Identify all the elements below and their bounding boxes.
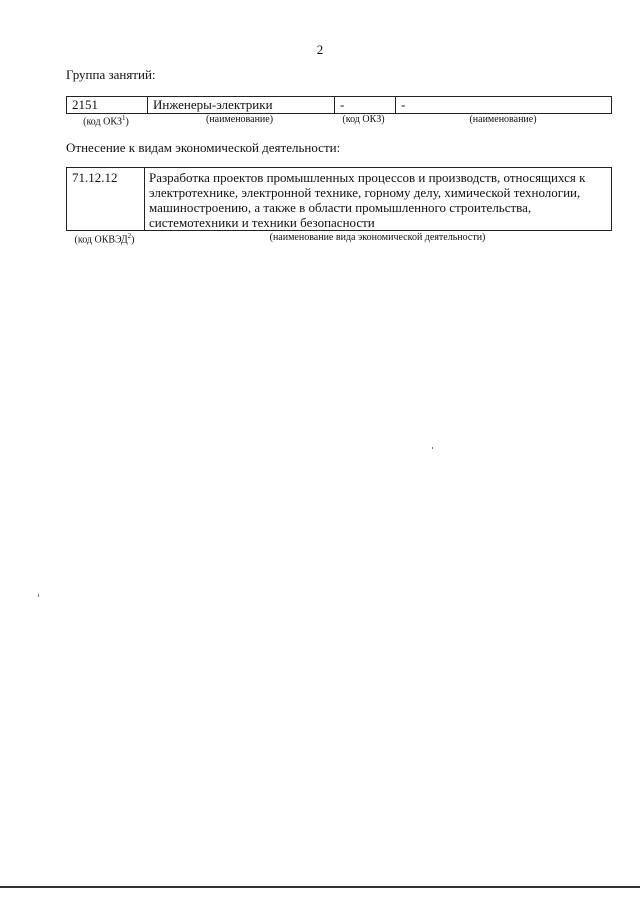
occupation-group-table [66, 96, 612, 114]
okz-code2-cell: - [334, 97, 395, 113]
okved-description-caption: (наименование вида экономической деятельности) [269, 232, 486, 243]
page-number: 2 [316, 42, 324, 57]
economic-activity-heading: Отнесение к видам экономической деятельности: [66, 140, 341, 155]
scan-speck [38, 594, 39, 597]
okz-name-cell: Инженеры-электрики [147, 97, 400, 113]
okz-code-caption: (код ОКЗ$^1$) [83, 114, 129, 128]
okz-code-cell: 2151 [72, 97, 98, 112]
okz-name-caption: (наименование) [205, 114, 274, 125]
okz-code2-caption: (код ОКЗ) [342, 114, 385, 125]
scan-speck [432, 447, 433, 449]
okz-name2-cell: - [395, 97, 611, 113]
okved-code-cell: 71.12.12 [72, 170, 118, 185]
occupation-group-heading: Группа занятий: [66, 67, 156, 82]
okved-code-caption: (код ОКВЭД$^2$) [74, 232, 135, 246]
okved-description: Разработка проектов промышленных процессов и производств, относящихся к электротехнике, электронной технике, горному делу, химической технологии, машиностроению, а также в области промышленного строительства, системотехники и техники безопасности [149, 170, 586, 230]
okz-name2-caption: (наименование) [469, 114, 537, 125]
scan-edge-line [0, 886, 640, 888]
